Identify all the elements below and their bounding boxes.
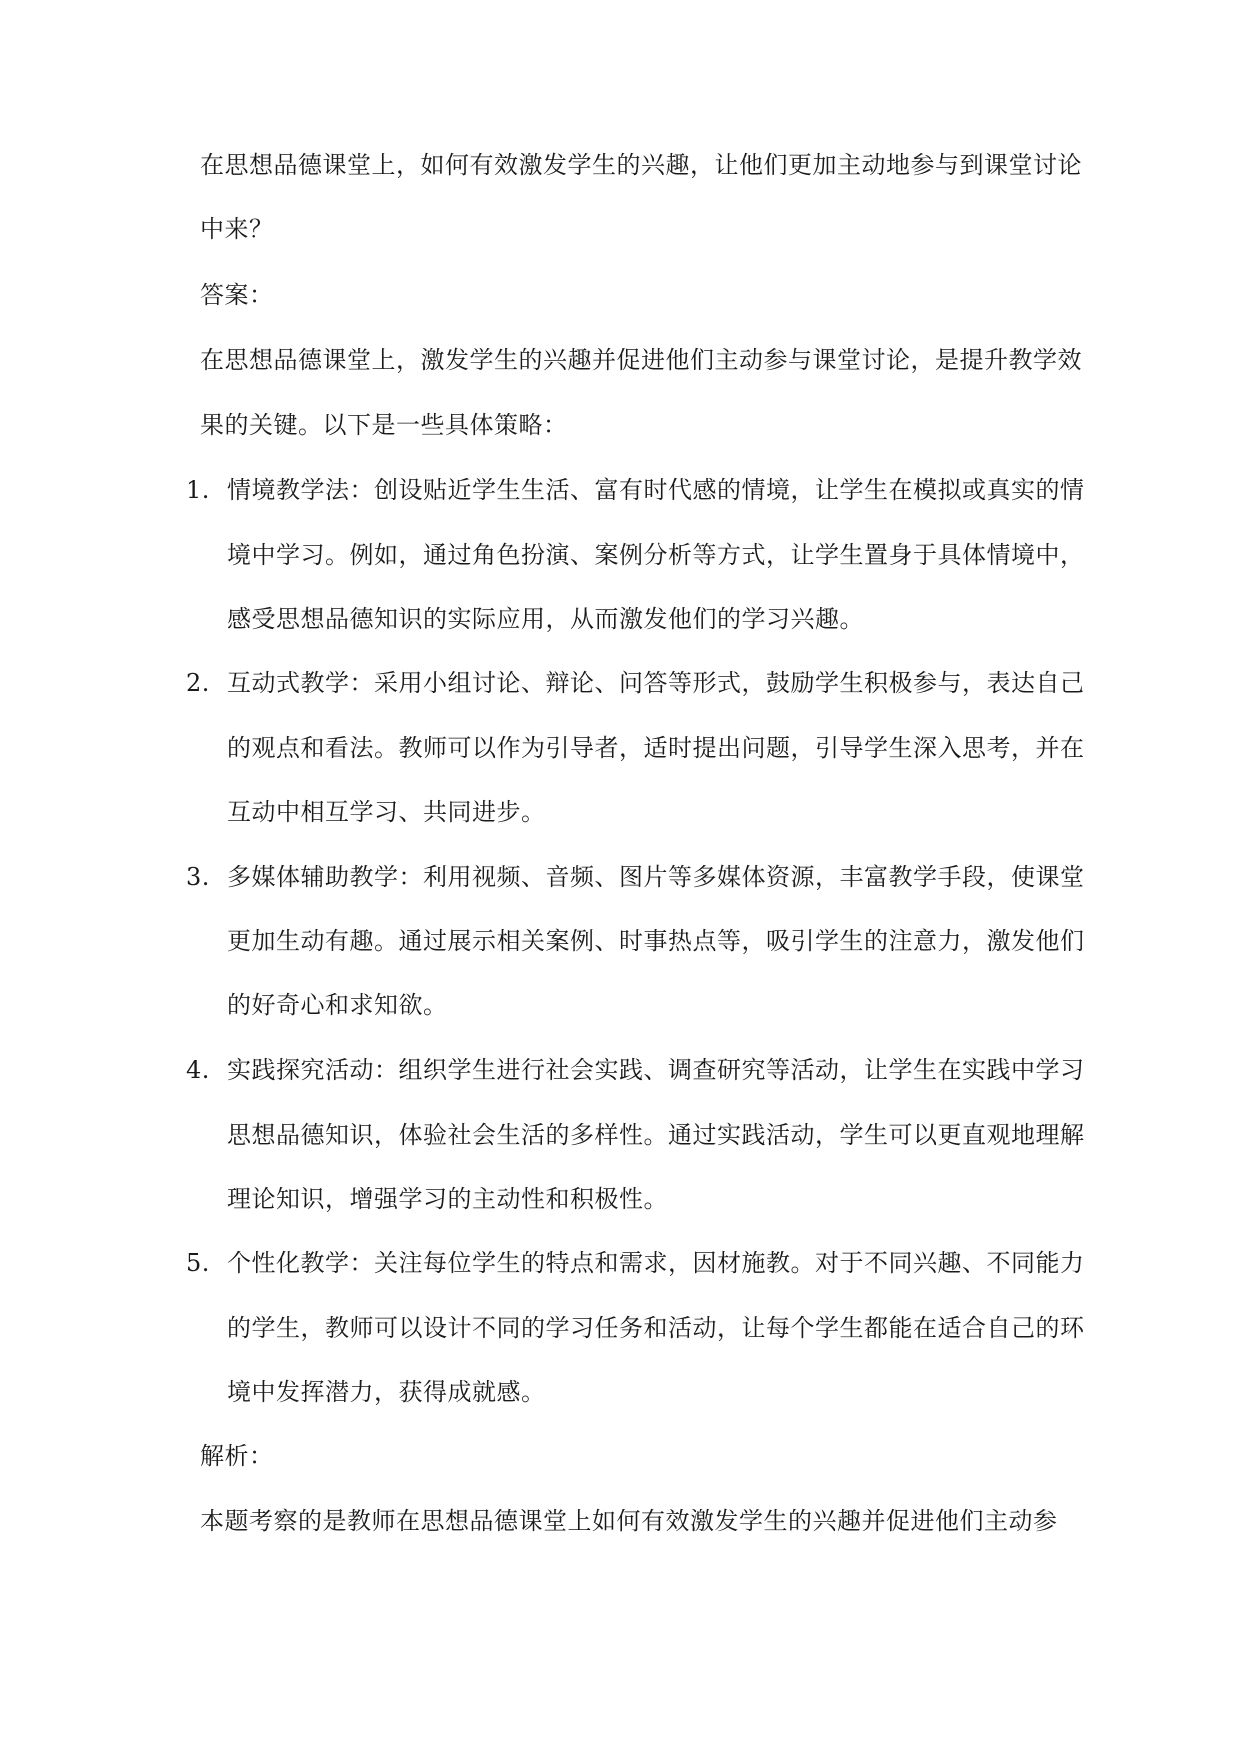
- list-item-line: 情境教学法：创设贴近学生生活、富有时代感的情境，让学生在模拟或真实的情: [227, 476, 1085, 504]
- list-item-line: 境中学习。例如，通过角色扮演、案例分析等方式，让学生置身于具体情境中，: [227, 541, 1085, 569]
- list-item-number: 2.: [186, 669, 210, 697]
- analysis-label: 解析：: [200, 1442, 274, 1470]
- list-item-number: 3.: [186, 863, 210, 891]
- intro-line-2: 果的关键。以下是一些具体策略：: [200, 411, 568, 439]
- list-item-number: 4.: [186, 1056, 210, 1084]
- question-line-1: 在思想品德课堂上，如何有效激发学生的兴趣，让他们更加主动地参与到课堂讨论: [200, 151, 1082, 179]
- list-item-line: 实践探究活动：组织学生进行社会实践、调查研究等活动，让学生在实践中学习: [227, 1056, 1085, 1084]
- list-item-line: 理论知识，增强学习的主动性和积极性。: [227, 1185, 668, 1213]
- analysis-line-1: 本题考察的是教师在思想品德课堂上如何有效激发学生的兴趣并促进他们主动参: [200, 1507, 1058, 1535]
- list-item-number: 5.: [186, 1249, 210, 1277]
- list-item-line: 的学生，教师可以设计不同的学习任务和活动，让每个学生都能在适合自己的环: [227, 1314, 1085, 1342]
- list-item-line: 互动中相互学习、共同进步。: [227, 798, 546, 826]
- list-item-line: 更加生动有趣。通过展示相关案例、时事热点等，吸引学生的注意力，激发他们: [227, 927, 1085, 955]
- intro-line-1: 在思想品德课堂上，激发学生的兴趣并促进他们主动参与课堂讨论，是提升教学效: [200, 346, 1082, 374]
- list-item-line: 个性化教学：关注每位学生的特点和需求，因材施教。对于不同兴趣、不同能力: [227, 1249, 1085, 1277]
- list-item-line: 多媒体辅助教学：利用视频、音频、图片等多媒体资源，丰富教学手段，使课堂: [227, 863, 1085, 891]
- answer-label: 答案：: [200, 281, 274, 309]
- list-item-line: 互动式教学：采用小组讨论、辩论、问答等形式，鼓励学生积极参与，表达自己: [227, 669, 1085, 697]
- list-item-line: 境中发挥潜力，获得成就感。: [227, 1378, 546, 1406]
- list-item-line: 感受思想品德知识的实际应用，从而激发他们的学习兴趣。: [227, 605, 864, 633]
- list-item-line: 的好奇心和求知欲。: [227, 991, 448, 1019]
- question-line-2: 中来？: [200, 215, 274, 243]
- list-item-line: 思想品德知识，体验社会生活的多样性。通过实践活动，学生可以更直观地理解: [227, 1121, 1085, 1149]
- list-item-line: 的观点和看法。教师可以作为引导者，适时提出问题，引导学生深入思考，并在: [227, 734, 1085, 762]
- list-item-number: 1.: [186, 476, 210, 504]
